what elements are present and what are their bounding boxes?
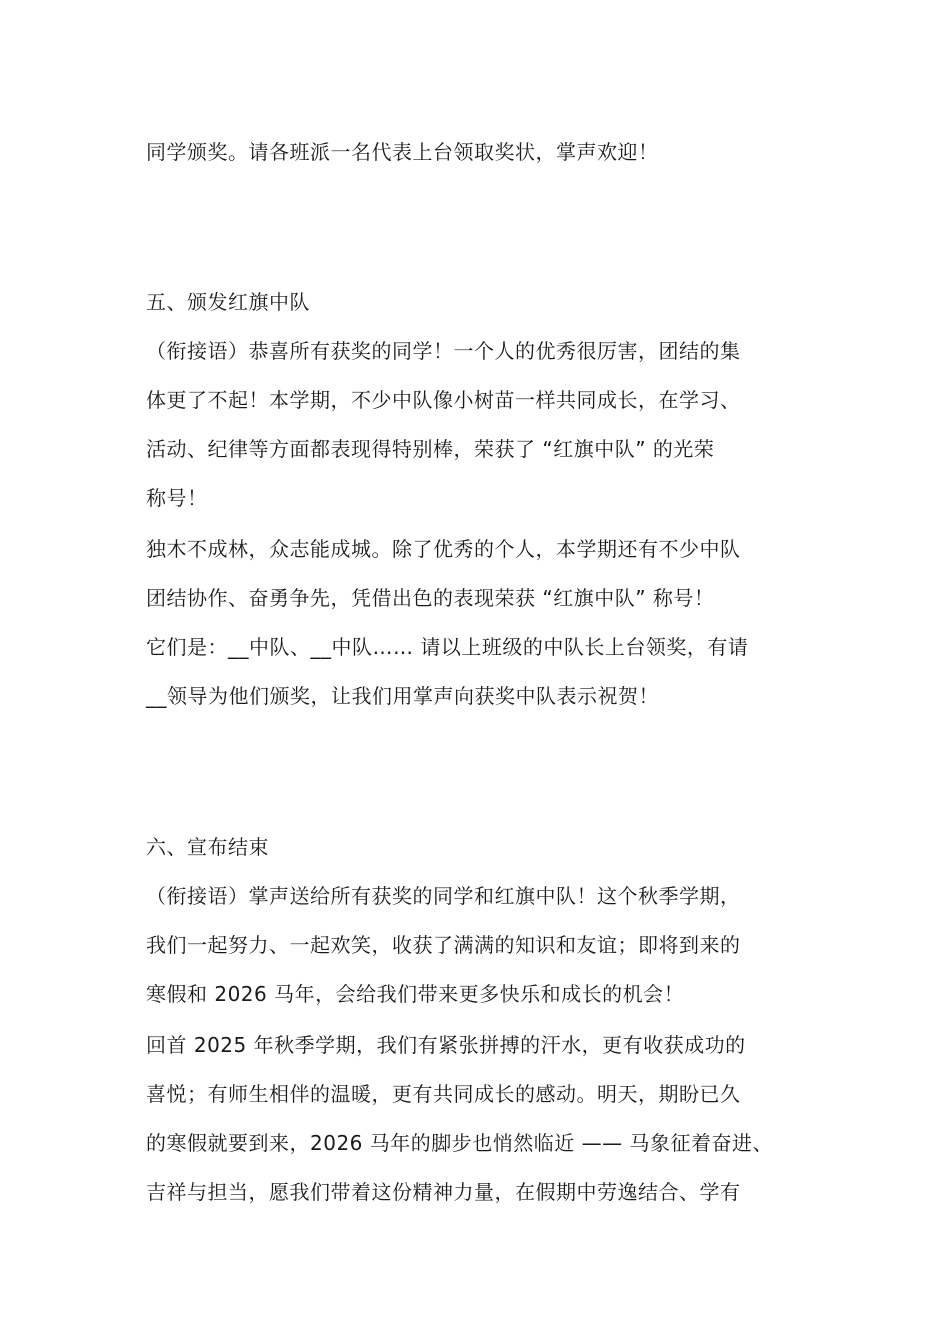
paragraph-line: 的寒假就要到来，2026 马年的脚步也悄然临近 —— 马象征着奋进、 (146, 1131, 773, 1155)
paragraph-line: 同学颁奖。请各班派一名代表上台领取奖状，掌声欢迎！ (146, 140, 659, 164)
paragraph-line: （衔接语）掌声送给所有获奖的同学和红旗中队！这个秋季学期， (146, 884, 741, 908)
paragraph-line: 它们是：__中队、__中队…… 请以上班级的中队长上台领奖，有请 (146, 635, 749, 659)
paragraph-line: 独木不成林，众志能成城。除了优秀的个人，本学期还有不少中队 (146, 537, 741, 561)
paragraph-line: （衔接语）恭喜所有获奖的同学！一个人的优秀很厉害，团结的集 (146, 339, 741, 363)
paragraph-line: 称号！ (146, 486, 208, 510)
paragraph-line: 体更了不起！本学期，不少中队像小树苗一样共同成长，在学习、 (146, 388, 741, 412)
paragraph-line: 吉祥与担当，愿我们带着这份精神力量，在假期中劳逸结合、学有 (146, 1180, 741, 1204)
section-heading-six: 六、宣布结束 (146, 835, 269, 859)
section-heading-five: 五、颁发红旗中队 (146, 290, 310, 314)
paragraph-line: 喜悦；有师生相伴的温暖，更有共同成长的感动。明天，期盼已久 (146, 1082, 741, 1106)
paragraph-line: 活动、纪律等方面都表现得特别棒，荣获了 “红旗中队” 的光荣 (146, 437, 715, 461)
paragraph-line: 团结协作、奋勇争先，凭借出色的表现荣获 “红旗中队” 称号！ (146, 586, 715, 610)
paragraph-line: 寒假和 2026 马年，会给我们带来更多快乐和成长的机会！ (146, 982, 685, 1006)
paragraph-line: 回首 2025 年秋季学期，我们有紧张拼搏的汗水，更有收获成功的 (146, 1033, 746, 1057)
paragraph-line: 我们一起努力、一起欢笑，收获了满满的知识和友谊；即将到来的 (146, 933, 741, 957)
paragraph-line: __领导为他们颁奖，让我们用掌声向获奖中队表示祝贺！ (146, 684, 659, 708)
